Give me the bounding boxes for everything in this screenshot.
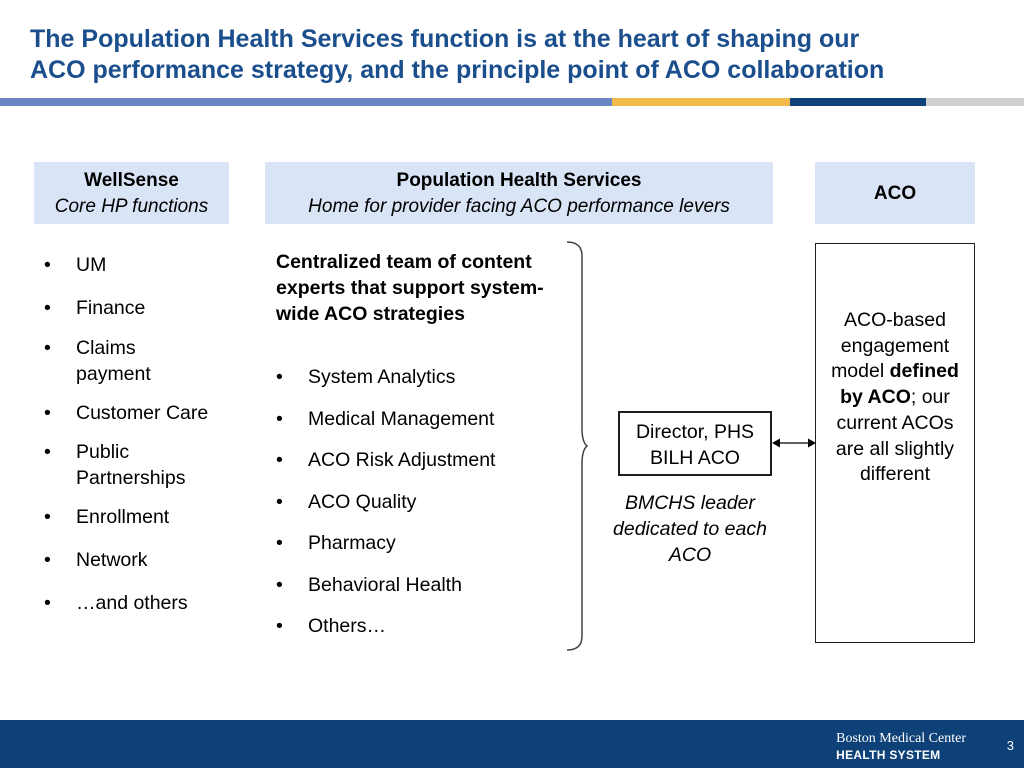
aco-text-after: ; our current ACOs are all slightly different	[835, 386, 955, 486]
phs-header	[265, 162, 773, 224]
phs-lead-text: Centralized team of content experts that support system-wide ACO strategies	[276, 251, 544, 325]
wellsense-item-public-partnerships: • Public Partnerships	[40, 439, 210, 491]
phs-subtitle: Home for provider facing ACO performance levers	[308, 196, 730, 217]
stripe-gold	[612, 98, 790, 106]
wellsense-item-claims: • Claims payment	[40, 335, 190, 387]
wellsense-item-customer-care: • Customer Care	[40, 400, 240, 426]
wellsense-header	[34, 162, 229, 224]
wellsense-item-um: • UM	[40, 252, 240, 278]
aco-box	[815, 243, 975, 643]
wellsense-item-finance: • Finance	[40, 295, 240, 321]
aco-description	[825, 308, 965, 488]
aco-text-before: ACO-based engagement model	[831, 309, 950, 383]
phs-item-others: • Others…	[272, 613, 552, 639]
company-logo	[836, 732, 966, 762]
phs-item-medical-management: • Medical Management	[272, 406, 552, 432]
page-number: 3	[1006, 738, 1014, 753]
footer-bar	[0, 720, 1024, 768]
wellsense-item-network: • Network	[40, 547, 240, 573]
aco-text-bold: defined by ACO	[840, 360, 959, 409]
wellsense-item-others: • …and others	[40, 590, 240, 616]
title-line-1: The Population Health Services function is at the heart of shaping our	[30, 25, 860, 53]
stripe-blue	[0, 98, 612, 106]
double-arrow	[770, 435, 818, 451]
stripe-navy	[790, 98, 926, 106]
phs-item-system-analytics: • System Analytics	[272, 364, 552, 390]
phs-item-aco-quality: • ACO Quality	[272, 489, 552, 515]
director-line-2: BILH ACO	[650, 447, 740, 469]
aco-title: ACO	[873, 183, 917, 204]
phs-list	[272, 364, 552, 639]
wellsense-item-enrollment: • Enrollment	[40, 504, 240, 530]
wellsense-title: WellSense	[84, 170, 179, 191]
stripe-gray	[926, 98, 1024, 106]
director-line-1: Director, PHS	[635, 421, 755, 443]
page-title	[30, 24, 990, 86]
logo-line-1: Boston Medical Center	[836, 731, 966, 746]
director-box	[618, 411, 772, 476]
phs-item-pharmacy: • Pharmacy	[272, 530, 552, 556]
logo-line-2: HEALTH SYSTEM	[836, 748, 941, 762]
wellsense-subtitle: Core HP functions	[54, 196, 209, 217]
phs-item-aco-risk-adjustment: • ACO Risk Adjustment	[272, 447, 552, 473]
aco-header	[815, 162, 975, 224]
leader-note: BMCHS leader dedicated to each ACO	[613, 492, 767, 566]
phs-item-behavioral-health: • Behavioral Health	[272, 572, 552, 598]
phs-title: Population Health Services	[396, 170, 642, 191]
wellsense-list	[40, 252, 240, 616]
right-brace	[560, 238, 590, 654]
title-line-2: ACO performance strategy, and the principle point of ACO collaboration	[30, 56, 885, 84]
